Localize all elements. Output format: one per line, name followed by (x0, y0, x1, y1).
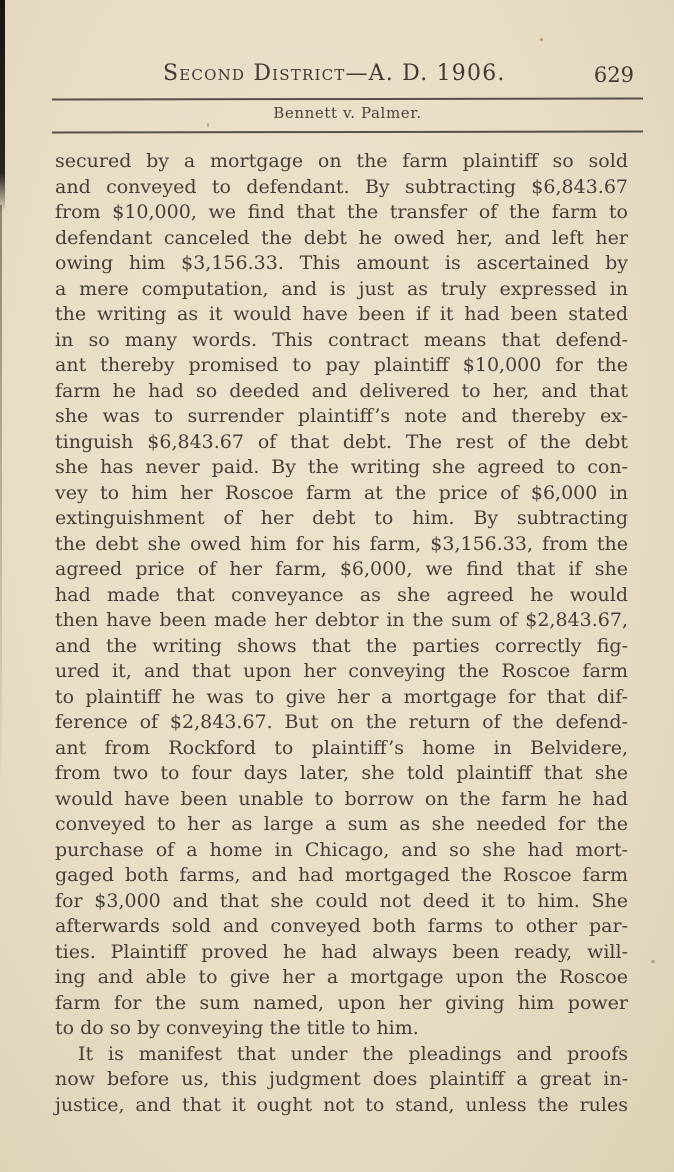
text-line: owing him $3,156.33. This amount is ascertained by (55, 252, 628, 274)
text-line: ties. Plaintiff proved he had always been ready, will- (55, 940, 628, 963)
paper-speck (540, 38, 543, 41)
text-line: the debt she owed him for his farm, $3,156.33, from the (55, 532, 628, 555)
text-line: to do so by conveying the title to him. (55, 1017, 419, 1039)
text-line: then have been made her debtor in the sum of $2,843.67, (55, 609, 628, 631)
text-line: secured by a mortgage on the farm plaintiff so sold (55, 150, 628, 172)
text-line: farm for the sum named, upon her giving him power (55, 991, 628, 1014)
text-line: from $10,000, we find that the transfer of the farm to (55, 201, 628, 223)
text-line: had made that conveyance as she agreed he would (55, 583, 628, 606)
scan-edge-line (0, 205, 2, 775)
text-line: now before us, this judgment does plaintiff a great in- (55, 1068, 628, 1090)
running-title: Second District—A. D. 1906. (163, 61, 506, 86)
text-line: a mere computation, and is just as truly expressed in (55, 277, 628, 300)
header-rule-bottom (52, 130, 643, 133)
text-line: vey to him her Roscoe farm at the price of $6,000 in (55, 481, 628, 504)
text-line: farm he had so deeded and delivered to her, and that (55, 379, 628, 402)
text-line: for $3,000 and that she could not deed it to him. She (55, 889, 628, 912)
text-line: the writing as it would have been if it had been stated (55, 303, 628, 325)
text-line: to plaintiff he was to give her a mortgage for that dif- (55, 685, 628, 708)
text-line: ference of $2,843.67. But on the return of the defend- (55, 711, 628, 733)
text-line: ured it, and that upon her conveying the Roscoe farm (55, 660, 628, 682)
text-line: justice, and that it ought not to stand, unless the rules (55, 1093, 628, 1116)
text-line: purchase of a home in Chicago, and so she had mort- (55, 838, 628, 861)
paper-speck (651, 960, 655, 963)
page-number: 629 (593, 63, 634, 87)
text-line: extinguishment of her debt to him. By subtracting (55, 507, 628, 529)
text-line: she has never paid. By the writing she agreed to con- (55, 456, 628, 478)
text-line: afterwards sold and conveyed both farms to other par- (55, 915, 628, 937)
text-line: It is manifest that under the pleadings and proofs (78, 1042, 628, 1065)
text-line: tinguish $6,843.67 of that debt. The rest of the debt (55, 430, 628, 453)
opinion-body (55, 149, 628, 1118)
scan-edge-artifact (0, 0, 5, 212)
text-line: and the writing shows that the parties correctly fig- (55, 634, 628, 657)
case-caption: Bennett v. Palmer. (273, 104, 422, 122)
paper-speck (207, 123, 209, 127)
text-line: ant thereby promised to pay plaintiff $10,000 for the (55, 354, 628, 376)
text-line: from two to four days later, she told plaintiff that she (55, 762, 628, 784)
text-line: ing and able to give her a mortgage upon the Roscoe (55, 966, 628, 988)
text-line: gaged both farms, and had mortgaged the Roscoe farm (55, 864, 628, 886)
text-line: she was to surrender plaintiff’s note and thereby ex- (55, 405, 628, 427)
text-line: ant from Rockford to plaintiff’s home in Belvidere, (55, 736, 628, 759)
text-line: and conveyed to defendant. By subtracting $6,843.67 (55, 175, 628, 198)
text-line: defendant canceled the debt he owed her, and left her (55, 226, 628, 249)
text-line: conveyed to her as large a sum as she needed for the (55, 813, 628, 835)
text-line: agreed price of her farm, $6,000, we find that if she (55, 558, 628, 580)
text-line: would have been unable to borrow on the farm he had (55, 787, 628, 810)
text-line: in so many words. This contract means that defend- (55, 328, 628, 351)
header-rule-top (52, 97, 643, 100)
